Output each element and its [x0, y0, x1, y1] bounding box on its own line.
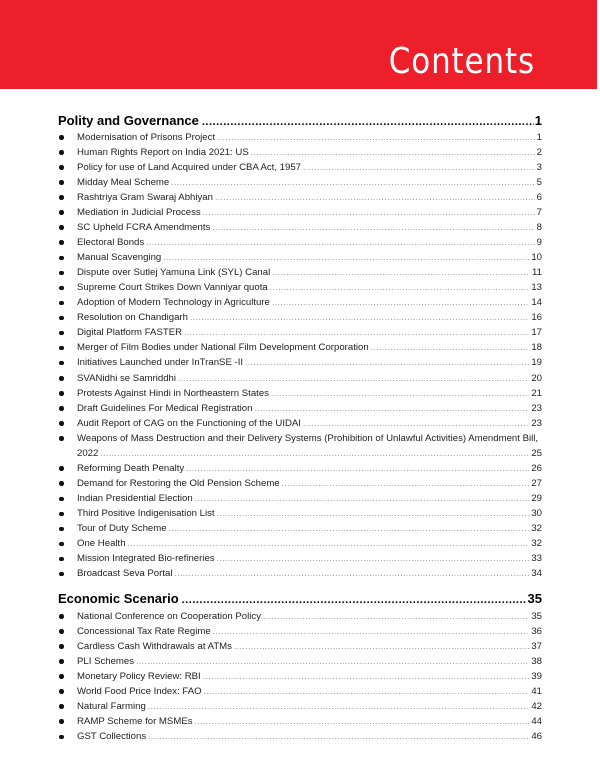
dot-leader [212, 220, 534, 235]
dot-leader [303, 416, 529, 431]
bullet-icon [59, 256, 64, 261]
toc-item-title: Mission Integrated Bio-refineries [77, 553, 215, 565]
toc-item-title: Electoral Bonds [77, 236, 145, 248]
bullet-icon [59, 361, 64, 366]
toc-item-title: Rashtriya Gram Swaraj Abhiyan [77, 191, 213, 203]
bullet-icon [59, 674, 64, 679]
toc-item-page-number: 5 [536, 176, 542, 188]
dot-leader [128, 536, 530, 551]
toc-item[interactable] [58, 401, 542, 416]
toc-item-page-number: 1 [536, 131, 542, 143]
toc-item-page-number: 39 [531, 670, 542, 682]
bullet-icon [59, 376, 64, 381]
toc-item-title: Monetary Policy Review: RBI [77, 670, 201, 682]
toc-item-title: Audit Report of CAG on the Functioning of the UIDAI [77, 417, 301, 429]
bullet-icon [59, 572, 64, 577]
toc-item-page-number: 6 [536, 191, 542, 203]
toc-section-heading[interactable] [58, 591, 542, 607]
bullet-icon [59, 497, 64, 502]
bullet-icon [59, 466, 64, 471]
dot-leader [203, 205, 535, 220]
bullet-icon [59, 271, 64, 276]
toc-item-title: Merger of Film Bodies under National Film Development Corporation [77, 342, 369, 354]
toc-item-page-number: 44 [531, 715, 542, 727]
toc-item-page-number: 26 [531, 462, 542, 474]
bullet-icon [59, 391, 64, 396]
toc-item-title: Digital Platform FASTER [77, 327, 183, 339]
bullet-icon [59, 165, 64, 170]
dot-leader [245, 355, 529, 370]
toc-item[interactable] [58, 310, 542, 325]
toc-item[interactable] [58, 265, 542, 280]
toc-item-title: Initiatives Launched under InTranSE -II [77, 357, 244, 369]
toc-item-title-line-2: 2022 [77, 447, 99, 459]
bullet-icon [59, 735, 64, 740]
toc-item[interactable] [58, 160, 542, 175]
toc-item[interactable] [58, 506, 542, 521]
toc-item-page-number: 14 [531, 297, 542, 309]
bullet-icon [59, 301, 64, 306]
bullet-icon [59, 527, 64, 532]
dot-leader [100, 446, 529, 461]
toc-item[interactable] [58, 340, 542, 355]
bullet-icon [59, 286, 64, 291]
dot-leader [169, 521, 530, 536]
toc-item-title: GST Collections [77, 731, 147, 742]
toc-item-title: Reforming Death Penalty [77, 462, 185, 474]
dot-leader [171, 175, 534, 190]
dot-leader [203, 669, 530, 684]
toc-item-page-number: 34 [531, 568, 542, 580]
dot-leader [371, 340, 530, 355]
dot-leader [146, 235, 534, 250]
toc-item[interactable] [58, 386, 542, 401]
toc-item[interactable] [58, 220, 542, 235]
dot-leader [213, 624, 530, 639]
toc-item-page-number: 33 [531, 553, 542, 565]
toc-item-title: Protests Against Hindi in Northeastern States [77, 387, 269, 399]
bullet-icon [59, 346, 64, 351]
toc-item-title: World Food Price Index: FAO [77, 685, 202, 697]
toc-item-title: Cardless Cash Withdrawals at ATMs [77, 640, 232, 652]
toc-item[interactable] [58, 280, 542, 295]
bullet-icon [59, 195, 64, 200]
toc-item-page-number: 16 [531, 312, 542, 324]
toc-section-polity-and-governance [58, 113, 542, 581]
dot-leader [254, 401, 529, 416]
toc-item-title: Resolution on Chandigarh [77, 312, 188, 324]
toc-item-page-number: 9 [536, 236, 542, 248]
toc-item[interactable] [58, 371, 542, 386]
toc-item[interactable] [58, 729, 542, 744]
toc-item[interactable] [58, 491, 542, 506]
toc-item-title: National Conference on Cooperation Policy [77, 610, 261, 622]
dot-leader [182, 592, 527, 608]
toc-item-title: Mediation in Judicial Process [77, 206, 201, 218]
bullet-icon [59, 421, 64, 426]
toc-item-title: Draft Guidelines For Medical Registration [77, 402, 253, 414]
toc-item-title: Modernisation of Prisons Project [77, 131, 216, 143]
page-title: Contents [388, 41, 535, 82]
toc-item-page-number: 18 [531, 342, 542, 354]
bullet-icon [59, 210, 64, 215]
bullet-icon [59, 512, 64, 517]
bullet-icon [59, 240, 64, 245]
toc-item-page-number: 7 [536, 206, 542, 218]
toc-item-title: Natural Farming [77, 700, 146, 712]
toc-item[interactable] [58, 684, 542, 699]
bullet-icon [59, 135, 64, 140]
toc-item-list [58, 130, 542, 582]
toc-item[interactable] [58, 295, 542, 310]
toc-item-title: Human Rights Report on India 2021: US [77, 146, 249, 158]
toc-item-page-number: 41 [531, 685, 542, 697]
toc-item-page-number: 23 [531, 402, 542, 414]
toc-item-page-number: 10 [531, 252, 542, 263]
bullet-icon [59, 719, 64, 724]
toc-item-title: Adoption of Modern Technology in Agriculture [77, 297, 270, 309]
dot-leader [272, 295, 529, 310]
toc-item-title: PLI Schemes [77, 655, 135, 667]
toc-item-title: Demand for Restoring the Old Pension Scheme [77, 477, 280, 489]
toc-item-page-number: 32 [531, 523, 542, 535]
bullet-icon [59, 704, 64, 709]
dot-leader [195, 714, 530, 729]
bullet-icon [59, 316, 64, 321]
toc-item-title: SVANidhi se Samriddhi [77, 372, 177, 384]
toc-item[interactable] [58, 639, 542, 654]
section-page-number: 35 [527, 591, 542, 606]
bullet-icon [59, 436, 64, 441]
dot-leader [204, 684, 530, 699]
toc-item[interactable] [58, 461, 542, 476]
toc-item-page-number: 27 [531, 477, 542, 489]
toc-item-page-number: 25 [531, 447, 542, 459]
toc-item-title: RAMP Scheme for MSMEs [77, 715, 193, 727]
dot-leader [303, 160, 535, 175]
toc-item[interactable] [58, 566, 542, 581]
toc-item[interactable] [58, 175, 542, 190]
toc-item-page-number: 46 [531, 731, 542, 742]
toc-item-title: Manual Scavenging [77, 252, 162, 263]
toc-item-page-number: 21 [531, 387, 542, 399]
toc-item[interactable] [58, 416, 542, 431]
section-title: Economic Scenario [58, 591, 179, 606]
dot-leader [272, 265, 530, 280]
toc-item-title: Tour of Duty Scheme [77, 523, 167, 535]
dot-leader [282, 476, 530, 491]
toc-item[interactable] [58, 325, 542, 340]
toc-item-page-number: 38 [531, 655, 542, 667]
bullet-icon [59, 481, 64, 486]
toc-section-economic-scenario [58, 591, 542, 744]
toc-item-page-number: 20 [531, 372, 542, 384]
toc-item[interactable] [58, 250, 542, 265]
dot-leader [202, 114, 534, 130]
toc-item-title: Supreme Court Strikes Down Vanniyar quota [77, 282, 268, 294]
section-title: Polity and Governance [58, 113, 199, 128]
bullet-icon [59, 614, 64, 619]
bullet-icon [59, 629, 64, 634]
dot-leader [263, 609, 529, 624]
toc-item-second-line [77, 446, 542, 461]
toc-item-page-number: 23 [531, 417, 542, 429]
bullet-icon [59, 331, 64, 336]
dot-leader [217, 506, 530, 521]
contents-banner [0, 0, 597, 89]
toc-item[interactable] [58, 624, 542, 639]
bullet-icon [59, 557, 64, 562]
bullet-icon [59, 150, 64, 155]
dot-leader [184, 325, 529, 340]
toc-item-title: SC Upheld FCRA Amendments [77, 221, 211, 233]
toc-item[interactable] [58, 476, 542, 491]
toc-item[interactable] [58, 190, 542, 205]
toc-item-title: One Health [77, 538, 126, 550]
toc-item-title: Midday Meal Scheme [77, 176, 170, 188]
toc-item-page-number: 29 [531, 493, 542, 504]
toc-item-page-number: 42 [531, 700, 542, 712]
bullet-icon [59, 659, 64, 664]
dot-leader [234, 639, 529, 654]
toc-item-page-number: 17 [531, 327, 542, 339]
dot-leader [217, 551, 530, 566]
toc-item[interactable] [58, 130, 542, 145]
toc-item-title: Third Positive Indigenisation List [77, 508, 215, 520]
toc-item[interactable] [58, 205, 542, 220]
dot-leader [270, 280, 530, 295]
toc-item[interactable] [58, 145, 542, 160]
toc-item-list [58, 609, 542, 745]
dot-leader [174, 566, 529, 581]
toc-item-title: Dispute over Sutlej Yamuna Link (SYL) Canal [77, 267, 271, 279]
toc-item-title: Broadcast Seva Portal [77, 568, 173, 580]
toc-item-page-number: 30 [531, 508, 542, 520]
toc-item-page-number: 37 [531, 640, 542, 652]
toc-item-title-line-1: Weapons of Mass Destruction and their Delivery Systems (Prohibition of Unlawful Activities) Amendment Bill, [77, 432, 539, 444]
toc-item[interactable] [58, 355, 542, 370]
dot-leader [148, 699, 530, 714]
toc-item-page-number: 35 [531, 610, 542, 622]
toc-item[interactable] [58, 235, 542, 250]
dot-leader [190, 310, 529, 325]
toc-item[interactable] [58, 521, 542, 536]
dot-leader [136, 654, 529, 669]
toc-item-page-number: 36 [531, 625, 542, 637]
dot-leader [163, 250, 529, 265]
toc-item-title: Indian Presidential Election [77, 493, 193, 504]
bullet-icon [59, 180, 64, 185]
dot-leader [178, 371, 529, 386]
toc-item[interactable] [58, 669, 542, 684]
dot-leader [217, 130, 535, 145]
toc-item[interactable] [58, 536, 542, 551]
toc-item-page-number: 3 [536, 161, 542, 173]
toc-item-title: Concessional Tax Rate Regime [77, 625, 211, 637]
toc-item[interactable] [58, 654, 542, 669]
toc-item-page-number: 11 [532, 267, 542, 279]
bullet-icon [59, 225, 64, 230]
toc-item[interactable] [58, 714, 542, 729]
bullet-icon [59, 644, 64, 649]
toc-item-page-number: 32 [531, 538, 542, 550]
bullet-icon [59, 689, 64, 694]
toc-item-page-number: 19 [531, 357, 542, 369]
dot-leader [195, 491, 530, 506]
bullet-icon [59, 542, 64, 547]
toc-item-page-number: 13 [531, 282, 542, 294]
toc-item[interactable] [58, 431, 542, 461]
toc-item-page-number: 8 [536, 221, 542, 233]
dot-leader [251, 145, 535, 160]
dot-leader [186, 461, 529, 476]
toc-section-heading[interactable] [58, 113, 542, 129]
toc-item[interactable] [58, 609, 542, 624]
toc-item[interactable] [58, 551, 542, 566]
toc-item-title: Policy for use of Land Acquired under CBA Act, 1957 [77, 161, 301, 173]
section-page-number: 1 [534, 113, 542, 128]
toc-item[interactable] [58, 699, 542, 714]
toc-item-page-number: 2 [536, 146, 542, 158]
bullet-icon [59, 406, 64, 411]
dot-leader [271, 386, 529, 401]
dot-leader [148, 729, 529, 744]
dot-leader [215, 190, 535, 205]
